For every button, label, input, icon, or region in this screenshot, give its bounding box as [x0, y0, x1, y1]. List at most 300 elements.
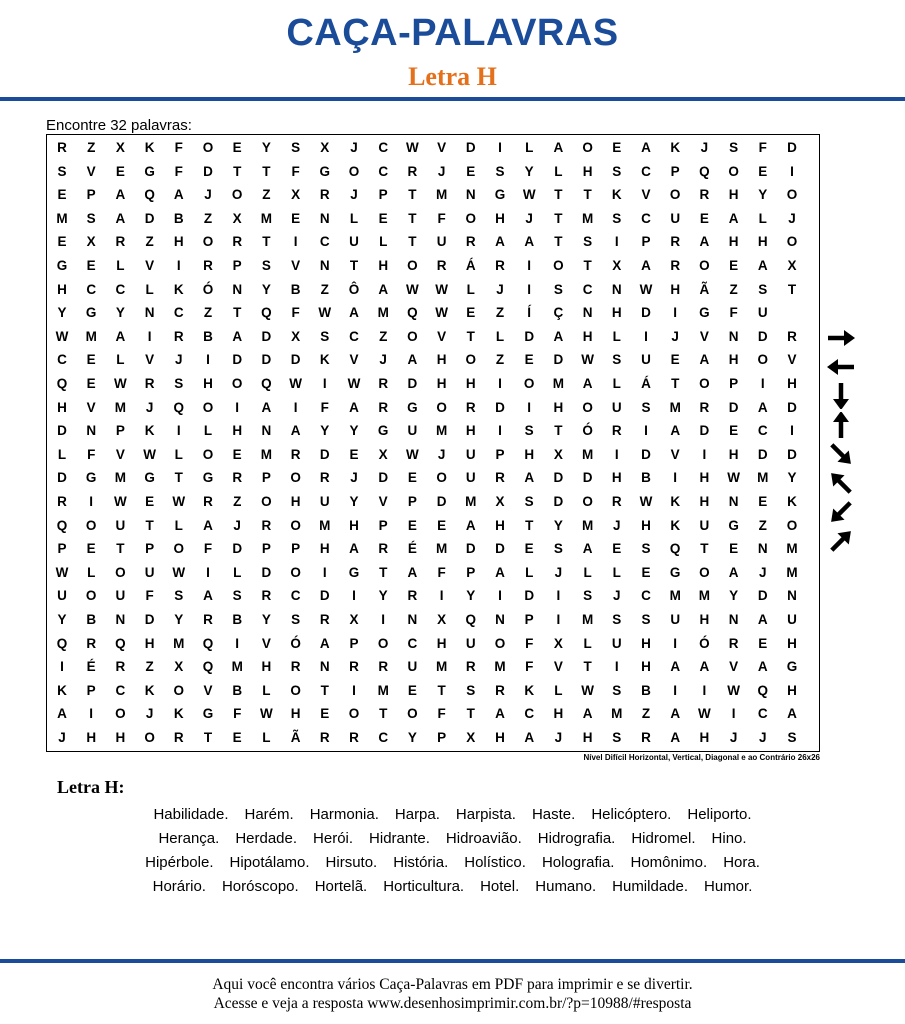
- grid-letter[interactable]: R: [115, 234, 126, 250]
- grid-letter[interactable]: K: [611, 187, 622, 203]
- grid-letter[interactable]: D: [436, 494, 447, 509]
- grid-letter[interactable]: R: [232, 234, 243, 250]
- grid-letter[interactable]: A: [699, 659, 710, 675]
- grid-letter[interactable]: Á: [465, 258, 476, 273]
- grid-letter[interactable]: Z: [233, 494, 242, 509]
- grid-letter[interactable]: J: [175, 352, 183, 368]
- grid-letter[interactable]: D: [582, 470, 593, 486]
- grid-letter[interactable]: I: [322, 564, 327, 580]
- grid-letter[interactable]: C: [378, 140, 389, 155]
- grid-letter[interactable]: T: [233, 163, 242, 179]
- grid-letter[interactable]: H: [728, 187, 739, 203]
- grid-letter[interactable]: M: [377, 682, 389, 698]
- grid-letter[interactable]: H: [670, 281, 681, 297]
- grid-letter[interactable]: G: [786, 659, 798, 675]
- grid-letter[interactable]: Z: [145, 234, 154, 250]
- grid-letter[interactable]: Q: [261, 376, 272, 391]
- grid-letter[interactable]: L: [262, 730, 271, 745]
- grid-letter[interactable]: B: [232, 682, 243, 698]
- grid-letter[interactable]: T: [554, 210, 563, 226]
- grid-letter[interactable]: C: [115, 682, 126, 698]
- grid-letter[interactable]: N: [495, 612, 505, 627]
- grid-letter[interactable]: Ó: [699, 635, 710, 651]
- grid-letter[interactable]: A: [728, 210, 739, 226]
- grid-letter[interactable]: N: [787, 588, 797, 604]
- grid-letter[interactable]: R: [699, 187, 710, 203]
- grid-letter[interactable]: U: [670, 210, 681, 226]
- grid-letter[interactable]: H: [378, 258, 389, 273]
- grid-letter[interactable]: X: [86, 234, 96, 250]
- grid-letter[interactable]: U: [436, 234, 447, 250]
- grid-letter[interactable]: S: [612, 352, 622, 368]
- grid-letter[interactable]: O: [494, 635, 506, 651]
- grid-letter[interactable]: H: [465, 376, 476, 391]
- grid-letter[interactable]: R: [378, 376, 389, 391]
- grid-letter[interactable]: R: [349, 659, 359, 675]
- grid-letter[interactable]: J: [554, 730, 563, 745]
- grid-letter[interactable]: T: [554, 423, 563, 439]
- grid-letter[interactable]: M: [552, 376, 565, 391]
- grid-letter[interactable]: I: [731, 706, 736, 722]
- grid-letter[interactable]: W: [639, 494, 653, 509]
- grid-letter[interactable]: R: [203, 612, 213, 627]
- grid-letter[interactable]: Q: [56, 635, 68, 651]
- grid-letter[interactable]: R: [436, 258, 447, 273]
- grid-letter[interactable]: S: [612, 730, 622, 745]
- grid-letter[interactable]: F: [729, 305, 738, 321]
- grid-letter[interactable]: O: [290, 517, 301, 533]
- grid-letter[interactable]: N: [757, 541, 768, 557]
- grid-letter[interactable]: G: [85, 470, 97, 486]
- grid-letter[interactable]: O: [786, 234, 798, 250]
- grid-letter[interactable]: O: [786, 187, 798, 203]
- grid-letter[interactable]: N: [582, 305, 593, 321]
- grid-letter[interactable]: I: [381, 612, 386, 627]
- grid-letter[interactable]: T: [379, 564, 388, 580]
- grid-letter[interactable]: N: [144, 305, 155, 321]
- grid-letter[interactable]: H: [290, 494, 301, 509]
- grid-letter[interactable]: R: [57, 494, 67, 509]
- grid-letter[interactable]: L: [758, 210, 767, 226]
- grid-letter[interactable]: V: [115, 446, 125, 462]
- grid-letter[interactable]: A: [670, 730, 681, 745]
- grid-letter[interactable]: H: [495, 517, 505, 533]
- grid-letter[interactable]: W: [172, 564, 186, 580]
- grid-letter[interactable]: H: [611, 305, 622, 321]
- grid-letter[interactable]: F: [233, 706, 242, 722]
- grid-letter[interactable]: T: [466, 706, 475, 722]
- grid-letter[interactable]: M: [260, 210, 273, 226]
- grid-letter[interactable]: E: [699, 210, 709, 226]
- grid-letter[interactable]: A: [261, 399, 272, 415]
- grid-letter[interactable]: T: [174, 470, 183, 486]
- grid-letter[interactable]: Y: [349, 423, 359, 439]
- grid-letter[interactable]: R: [86, 635, 97, 651]
- grid-letter[interactable]: J: [496, 281, 504, 297]
- grid-letter[interactable]: F: [525, 659, 534, 675]
- grid-letter[interactable]: T: [554, 234, 563, 250]
- grid-letter[interactable]: V: [145, 352, 155, 368]
- grid-letter[interactable]: M: [786, 541, 798, 557]
- grid-letter[interactable]: L: [174, 517, 183, 533]
- grid-letter[interactable]: W: [289, 376, 302, 391]
- grid-letter[interactable]: O: [231, 187, 243, 203]
- grid-letter[interactable]: W: [581, 352, 594, 368]
- grid-letter[interactable]: V: [86, 163, 96, 179]
- grid-letter[interactable]: H: [436, 376, 447, 391]
- grid-letter[interactable]: Ô: [348, 281, 360, 297]
- grid-letter[interactable]: M: [85, 328, 97, 344]
- grid-letter[interactable]: H: [203, 376, 213, 391]
- grid-letter[interactable]: A: [757, 659, 768, 675]
- grid-letter[interactable]: A: [699, 352, 710, 368]
- grid-letter[interactable]: O: [85, 517, 97, 533]
- grid-letter[interactable]: H: [319, 541, 330, 557]
- grid-letter[interactable]: A: [582, 541, 593, 557]
- grid-letter[interactable]: U: [115, 517, 126, 533]
- grid-letter[interactable]: A: [203, 588, 213, 604]
- grid-letter[interactable]: A: [319, 635, 330, 651]
- grid-letter[interactable]: I: [498, 588, 502, 604]
- grid-letter[interactable]: R: [290, 659, 301, 675]
- grid-letter[interactable]: R: [203, 258, 213, 273]
- grid-letter[interactable]: C: [86, 281, 97, 297]
- grid-letter[interactable]: D: [407, 376, 418, 391]
- grid-letter[interactable]: U: [407, 423, 418, 439]
- grid-letter[interactable]: V: [349, 352, 359, 368]
- grid-letter[interactable]: M: [465, 494, 477, 509]
- grid-letter[interactable]: N: [611, 281, 622, 297]
- grid-letter[interactable]: N: [319, 210, 330, 226]
- grid-letter[interactable]: F: [174, 163, 183, 179]
- grid-letter[interactable]: Y: [174, 612, 184, 627]
- grid-letter[interactable]: S: [524, 423, 534, 439]
- grid-letter[interactable]: J: [759, 564, 767, 580]
- grid-letter[interactable]: P: [261, 541, 271, 557]
- grid-letter[interactable]: E: [612, 140, 622, 155]
- grid-letter[interactable]: O: [786, 517, 798, 533]
- grid-letter[interactable]: P: [378, 517, 388, 533]
- grid-letter[interactable]: D: [787, 140, 797, 155]
- grid-letter[interactable]: J: [759, 730, 767, 745]
- grid-letter[interactable]: T: [583, 187, 592, 203]
- grid-letter[interactable]: W: [727, 470, 740, 486]
- grid-letter[interactable]: R: [319, 612, 330, 627]
- grid-letter[interactable]: O: [465, 352, 477, 368]
- grid-letter[interactable]: F: [145, 588, 154, 604]
- grid-letter[interactable]: K: [670, 140, 681, 155]
- grid-letter[interactable]: L: [525, 564, 534, 580]
- grid-letter[interactable]: N: [407, 612, 418, 627]
- grid-letter[interactable]: N: [86, 423, 97, 439]
- grid-letter[interactable]: I: [147, 328, 152, 344]
- grid-letter[interactable]: R: [57, 140, 67, 155]
- grid-letter[interactable]: S: [57, 163, 67, 179]
- grid-letter[interactable]: U: [57, 588, 67, 604]
- grid-letter[interactable]: L: [349, 210, 359, 226]
- grid-letter[interactable]: T: [116, 541, 125, 557]
- grid-letter[interactable]: R: [261, 517, 272, 533]
- grid-letter[interactable]: V: [553, 659, 563, 675]
- grid-letter[interactable]: R: [115, 659, 126, 675]
- grid-letter[interactable]: J: [554, 564, 563, 580]
- grid-letter[interactable]: X: [437, 612, 447, 627]
- grid-letter[interactable]: L: [379, 234, 388, 250]
- grid-letter[interactable]: H: [436, 352, 447, 368]
- grid-letter[interactable]: I: [322, 376, 327, 391]
- grid-letter[interactable]: S: [612, 612, 622, 627]
- grid-letter[interactable]: R: [173, 328, 184, 344]
- grid-letter[interactable]: R: [787, 328, 797, 344]
- grid-letter[interactable]: O: [115, 706, 126, 722]
- grid-letter[interactable]: M: [698, 588, 711, 604]
- grid-letter[interactable]: D: [787, 446, 797, 462]
- grid-letter[interactable]: L: [145, 281, 154, 297]
- grid-letter[interactable]: L: [203, 423, 213, 439]
- grid-letter[interactable]: O: [757, 352, 769, 368]
- grid-letter[interactable]: E: [349, 446, 359, 462]
- grid-letter[interactable]: V: [291, 258, 301, 273]
- grid-letter[interactable]: U: [349, 234, 359, 250]
- grid-letter[interactable]: I: [702, 682, 707, 698]
- grid-letter[interactable]: W: [639, 281, 653, 297]
- grid-letter[interactable]: O: [348, 706, 360, 722]
- grid-letter[interactable]: E: [758, 494, 768, 509]
- grid-letter[interactable]: M: [786, 564, 798, 580]
- grid-letter[interactable]: L: [525, 140, 534, 155]
- grid-letter[interactable]: E: [670, 352, 680, 368]
- grid-letter[interactable]: O: [144, 730, 155, 745]
- grid-letter[interactable]: Y: [787, 470, 797, 486]
- grid-letter[interactable]: K: [144, 423, 155, 439]
- grid-letter[interactable]: D: [319, 446, 330, 462]
- grid-letter[interactable]: R: [495, 682, 505, 698]
- grid-letter[interactable]: R: [319, 187, 330, 203]
- grid-letter[interactable]: I: [556, 588, 561, 604]
- grid-letter[interactable]: Z: [758, 517, 767, 533]
- grid-letter[interactable]: O: [699, 376, 710, 391]
- grid-letter[interactable]: O: [290, 470, 301, 486]
- grid-letter[interactable]: U: [115, 588, 126, 604]
- grid-letter[interactable]: O: [202, 446, 214, 462]
- grid-letter[interactable]: T: [408, 187, 417, 203]
- grid-letter[interactable]: E: [729, 258, 739, 273]
- grid-letter[interactable]: H: [699, 470, 710, 486]
- grid-letter[interactable]: L: [174, 446, 183, 462]
- grid-letter[interactable]: E: [729, 423, 739, 439]
- grid-letter[interactable]: D: [203, 163, 213, 179]
- grid-letter[interactable]: D: [757, 328, 768, 344]
- grid-letter[interactable]: L: [116, 258, 125, 273]
- grid-letter[interactable]: A: [115, 187, 126, 203]
- grid-letter[interactable]: A: [524, 234, 535, 250]
- grid-letter[interactable]: C: [173, 305, 184, 321]
- grid-letter[interactable]: X: [553, 446, 563, 462]
- grid-letter[interactable]: R: [495, 470, 505, 486]
- grid-letter[interactable]: É: [86, 659, 96, 675]
- grid-letter[interactable]: C: [641, 588, 651, 604]
- grid-letter[interactable]: W: [55, 564, 69, 580]
- grid-letter[interactable]: C: [524, 706, 535, 722]
- grid-letter[interactable]: I: [176, 258, 181, 273]
- grid-letter[interactable]: M: [611, 706, 623, 722]
- grid-letter[interactable]: S: [583, 588, 593, 604]
- grid-letter[interactable]: L: [466, 281, 475, 297]
- grid-letter[interactable]: O: [582, 140, 593, 155]
- grid-letter[interactable]: I: [235, 399, 240, 415]
- grid-letter[interactable]: Q: [144, 187, 155, 203]
- grid-letter[interactable]: P: [495, 446, 505, 462]
- grid-letter[interactable]: T: [671, 376, 680, 391]
- grid-letter[interactable]: R: [611, 494, 622, 509]
- grid-letter[interactable]: D: [57, 470, 67, 486]
- grid-letter[interactable]: B: [173, 210, 184, 226]
- grid-letter[interactable]: W: [172, 494, 186, 509]
- grid-letter[interactable]: R: [611, 423, 622, 439]
- grid-letter[interactable]: I: [673, 470, 678, 486]
- grid-letter[interactable]: U: [465, 446, 476, 462]
- grid-letter[interactable]: R: [728, 635, 739, 651]
- grid-letter[interactable]: C: [641, 210, 651, 226]
- grid-letter[interactable]: D: [144, 210, 155, 226]
- grid-letter[interactable]: D: [641, 446, 651, 462]
- grid-letter[interactable]: K: [57, 682, 67, 698]
- grid-letter[interactable]: Q: [465, 612, 477, 627]
- grid-letter[interactable]: V: [437, 140, 447, 155]
- grid-letter[interactable]: F: [320, 399, 329, 415]
- grid-letter[interactable]: W: [406, 140, 419, 155]
- grid-letter[interactable]: I: [293, 399, 298, 415]
- grid-letter[interactable]: K: [670, 517, 681, 533]
- grid-letter[interactable]: U: [465, 635, 476, 651]
- grid-letter[interactable]: J: [350, 140, 358, 155]
- grid-letter[interactable]: K: [173, 281, 184, 297]
- grid-letter[interactable]: U: [407, 659, 418, 675]
- grid-letter[interactable]: N: [319, 258, 330, 273]
- grid-letter[interactable]: P: [670, 163, 680, 179]
- grid-letter[interactable]: W: [143, 446, 156, 462]
- grid-letter[interactable]: I: [702, 446, 707, 462]
- grid-letter[interactable]: G: [669, 564, 681, 580]
- grid-letter[interactable]: R: [407, 163, 418, 179]
- grid-letter[interactable]: A: [787, 706, 797, 722]
- grid-letter[interactable]: W: [435, 281, 448, 297]
- grid-letter[interactable]: D: [232, 541, 243, 557]
- grid-letter[interactable]: A: [757, 258, 768, 273]
- grid-letter[interactable]: W: [260, 706, 273, 722]
- grid-letter[interactable]: L: [495, 328, 505, 344]
- grid-letter[interactable]: T: [700, 541, 709, 557]
- grid-letter[interactable]: N: [261, 423, 272, 439]
- grid-letter[interactable]: E: [729, 541, 739, 557]
- grid-letter[interactable]: A: [173, 187, 184, 203]
- grid-letter[interactable]: U: [319, 494, 330, 509]
- grid-letter[interactable]: A: [407, 352, 418, 368]
- grid-letter[interactable]: H: [495, 730, 505, 745]
- grid-letter[interactable]: S: [641, 399, 651, 415]
- grid-letter[interactable]: K: [144, 140, 155, 155]
- grid-letter[interactable]: R: [349, 730, 359, 745]
- grid-letter[interactable]: N: [319, 659, 330, 675]
- grid-letter[interactable]: N: [728, 612, 739, 627]
- grid-letter[interactable]: E: [232, 140, 242, 155]
- grid-letter[interactable]: H: [582, 328, 593, 344]
- grid-letter[interactable]: S: [612, 210, 622, 226]
- grid-letter[interactable]: H: [57, 281, 67, 297]
- grid-letter[interactable]: W: [318, 305, 332, 321]
- grid-letter[interactable]: A: [203, 517, 213, 533]
- grid-letter[interactable]: D: [641, 305, 651, 321]
- grid-letter[interactable]: H: [436, 635, 447, 651]
- grid-letter[interactable]: E: [57, 234, 67, 250]
- grid-letter[interactable]: J: [437, 163, 446, 179]
- grid-letter[interactable]: Z: [262, 187, 271, 203]
- grid-letter[interactable]: O: [407, 328, 418, 344]
- grid-letter[interactable]: Ã: [290, 730, 301, 745]
- grid-letter[interactable]: Y: [466, 588, 476, 604]
- grid-letter[interactable]: M: [319, 517, 331, 533]
- grid-letter[interactable]: O: [699, 258, 710, 273]
- grid-letter[interactable]: X: [787, 258, 797, 273]
- grid-letter[interactable]: C: [57, 352, 67, 368]
- grid-letter[interactable]: D: [261, 328, 272, 344]
- grid-letter[interactable]: M: [581, 612, 594, 627]
- grid-letter[interactable]: R: [203, 494, 213, 509]
- grid-letter[interactable]: D: [757, 588, 768, 604]
- grid-letter[interactable]: V: [787, 352, 797, 368]
- grid-letter[interactable]: I: [89, 494, 94, 509]
- grid-letter[interactable]: D: [728, 399, 739, 415]
- grid-letter[interactable]: G: [494, 187, 506, 203]
- grid-letter[interactable]: I: [293, 234, 298, 250]
- grid-letter[interactable]: D: [524, 588, 535, 604]
- grid-letter[interactable]: A: [115, 210, 126, 226]
- grid-letter[interactable]: U: [699, 517, 710, 533]
- grid-letter[interactable]: X: [466, 730, 476, 745]
- grid-letter[interactable]: Q: [757, 682, 769, 698]
- grid-letter[interactable]: F: [291, 305, 300, 321]
- grid-letter[interactable]: M: [56, 210, 68, 226]
- grid-letter[interactable]: O: [261, 494, 272, 509]
- grid-letter[interactable]: D: [261, 352, 272, 368]
- grid-letter[interactable]: T: [583, 659, 592, 675]
- grid-letter[interactable]: G: [144, 163, 155, 179]
- grid-letter[interactable]: S: [291, 612, 301, 627]
- grid-letter[interactable]: S: [553, 281, 563, 297]
- grid-letter[interactable]: A: [115, 328, 126, 344]
- grid-letter[interactable]: E: [86, 376, 96, 391]
- grid-letter[interactable]: Ó: [202, 281, 214, 297]
- grid-letter[interactable]: H: [553, 706, 564, 722]
- grid-letter[interactable]: D: [144, 612, 155, 627]
- grid-letter[interactable]: P: [729, 376, 739, 391]
- grid-letter[interactable]: A: [670, 423, 681, 439]
- grid-letter[interactable]: Q: [56, 376, 68, 391]
- grid-letter[interactable]: B: [641, 682, 651, 698]
- grid-letter[interactable]: Ã: [699, 281, 710, 297]
- grid-letter[interactable]: X: [378, 446, 388, 462]
- grid-letter[interactable]: Z: [87, 140, 96, 155]
- grid-letter[interactable]: I: [527, 281, 532, 297]
- grid-letter[interactable]: K: [670, 494, 681, 509]
- grid-letter[interactable]: T: [554, 187, 563, 203]
- grid-letter[interactable]: S: [641, 612, 651, 627]
- grid-letter[interactable]: A: [728, 564, 739, 580]
- grid-letter[interactable]: S: [641, 541, 651, 557]
- grid-letter[interactable]: H: [553, 399, 564, 415]
- grid-letter[interactable]: P: [145, 541, 155, 557]
- grid-letter[interactable]: P: [524, 612, 534, 627]
